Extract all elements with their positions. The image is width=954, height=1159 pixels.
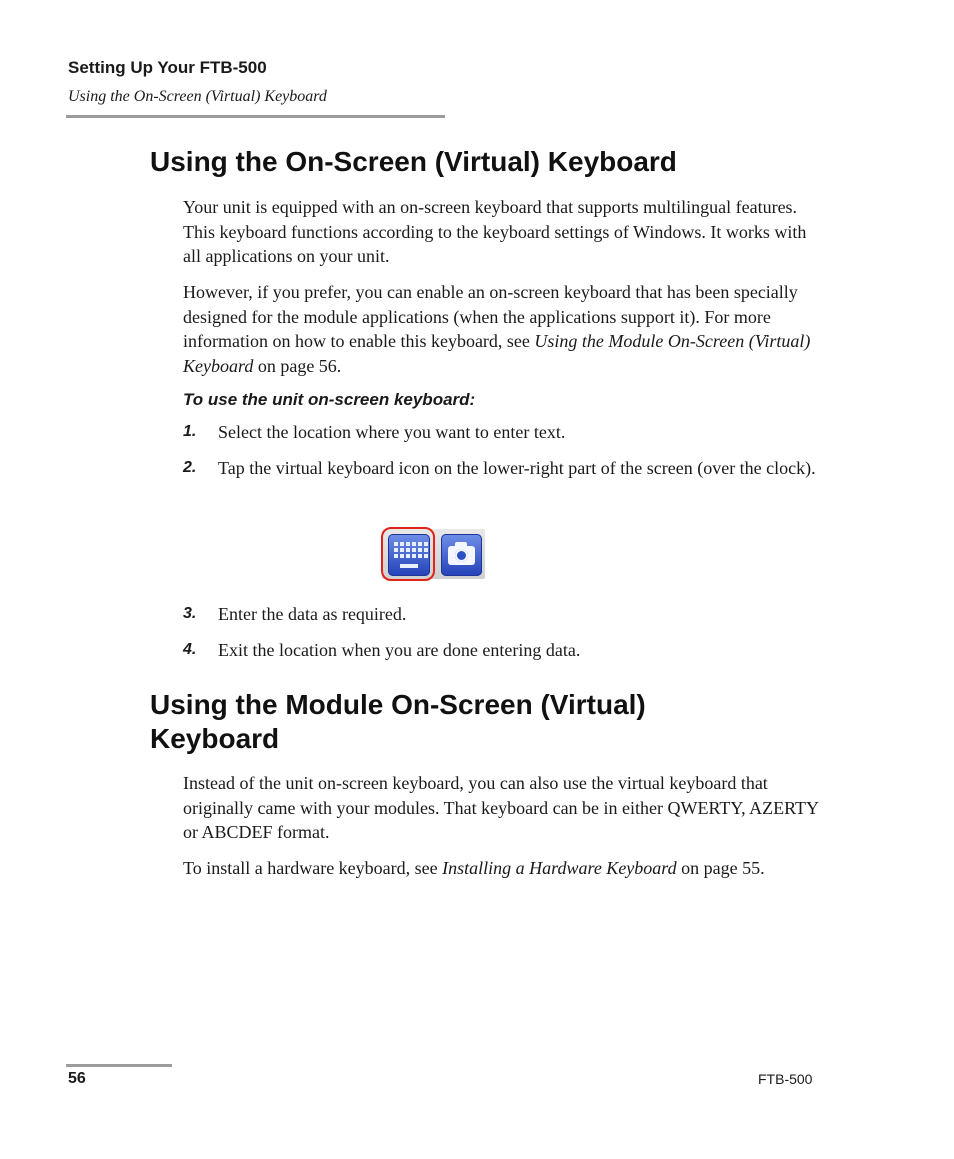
section-heading-module-keyboard: Using the Module On-Screen (Virtual) Keyboard: [150, 689, 646, 754]
hardware-keyboard-paragraph: [183, 856, 823, 881]
paragraph-text: on page 56.: [253, 355, 342, 376]
step-number: 3.: [183, 605, 197, 622]
header-divider: [66, 115, 445, 118]
paragraph-text: on page 55.: [676, 858, 765, 878]
step-text: Tap the virtual keyboard icon on the lower-right part of the screen (over the clock).: [218, 458, 816, 478]
running-header-title: Setting Up Your FTB-500: [68, 58, 267, 77]
step-number: 4.: [183, 641, 197, 658]
step-text: Select the location where you want to enter text.: [218, 422, 566, 442]
cross-reference-link[interactable]: Installing a Hardware Keyboard: [442, 858, 677, 878]
step-number: 1.: [183, 423, 197, 440]
module-keyboard-paragraph: [183, 280, 823, 378]
section-heading-onscreen-keyboard: Using the On-Screen (Virtual) Keyboard: [150, 146, 677, 177]
cross-reference-link[interactable]: Using the Module On-Screen (Virtual) Keyboard: [183, 331, 811, 376]
procedure-title: To use the unit on-screen keyboard:: [183, 390, 476, 409]
footer-divider: [66, 1064, 172, 1067]
step-1: [183, 420, 823, 445]
module-keyboard-intro-paragraph: Instead of the unit on-screen keyboard, you can also use the virtual keyboard that originally came with your modules. That keyboard can be in either QWERTY, AZERTY or ABCDEF format.: [183, 773, 819, 842]
step-text: Enter the data as required.: [218, 604, 407, 624]
step-text: Exit the location when you are done entering data.: [218, 640, 581, 660]
page-number: 56: [68, 1070, 86, 1087]
product-name: FTB-500: [758, 1071, 813, 1087]
highlight-circle: [381, 527, 435, 581]
paragraph-text: However, if you prefer, you can enable an on-screen keyboard that has been specially designed for the module applications (when the applications support it). For more information on how to enable this keyboard, see: [183, 282, 798, 351]
paragraph-text: To install a hardware keyboard, see: [183, 858, 443, 878]
step-2: [183, 456, 823, 481]
step-number: 2.: [183, 459, 197, 476]
step-4: [183, 638, 823, 663]
camera-icon[interactable]: [441, 534, 482, 576]
intro-paragraph: Your unit is equipped with an on-screen keyboard that supports multilingual features. This keyboard functions according to the keyboard settings of Windows. It works with all applications on your unit.: [183, 197, 807, 266]
taskbar-icons-image: [382, 529, 485, 579]
running-header-subtitle: Using the On-Screen (Virtual) Keyboard: [68, 88, 327, 105]
step-3: [183, 602, 823, 627]
